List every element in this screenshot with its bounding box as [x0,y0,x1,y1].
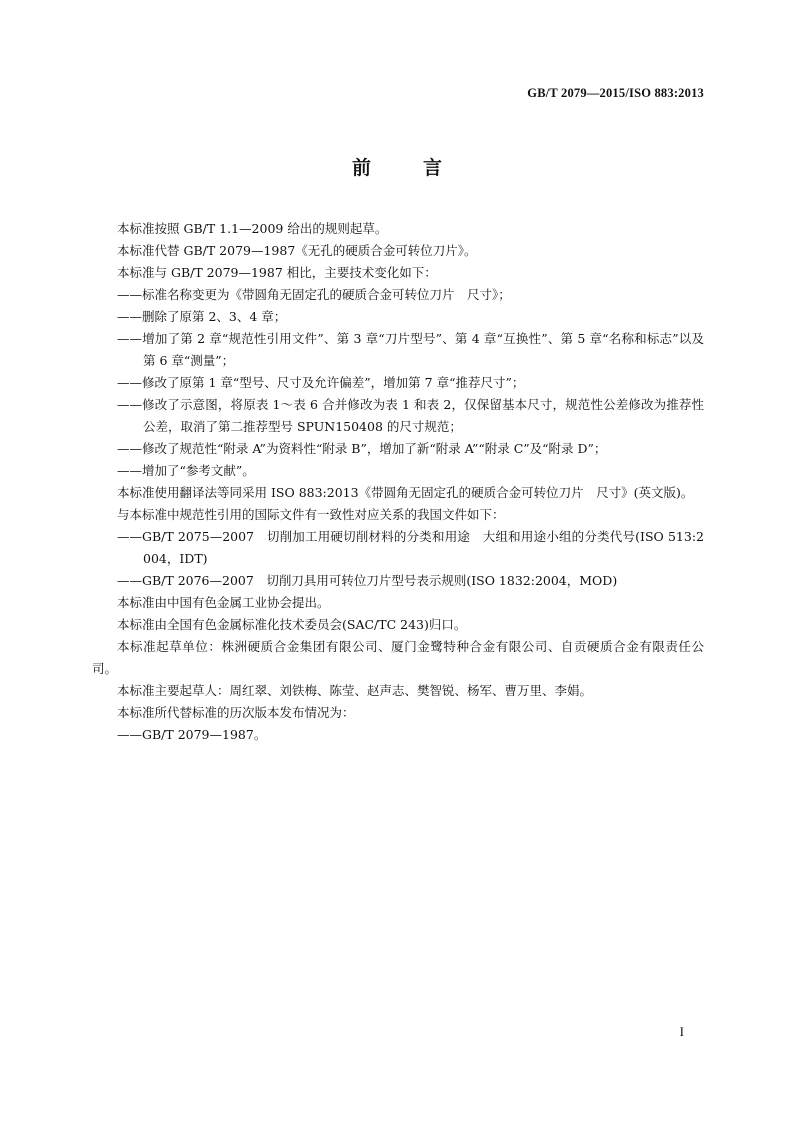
paragraph: 本标准主要起草人：周红翠、刘铁梅、陈莹、赵声志、樊智锐、杨军、曹万里、李娟。 [117,683,593,698]
foreword-body [92,218,704,746]
list-item: ——增加了“参考文献”。 [117,463,255,478]
paragraph: 与本标准中规范性引用的国际文件有一致性对应关系的我国文件如下： [117,507,505,522]
list-item: ——修改了示意图，将原表 1～表 6 合并修改为表 1 和表 2，仅保留基本尺寸，规范性公差修改为推荐性公差，取消了第二推荐型号 SPUN150408 的尺寸规范； [117,397,704,434]
standard-code-header: GB/T 2079—2015/ISO 883:2013 [527,86,704,100]
list-item: ——修改了原第 1 章“型号、尺寸及允许偏差”，增加第 7 章“推荐尺寸”； [117,375,525,390]
paragraph: 本标准按照 GB/T 1.1—2009 给出的规则起草。 [117,221,388,236]
title-char-1: 前 [351,157,371,179]
paragraph: 本标准与 GB/T 2079—1987 相比，主要技术变化如下： [117,265,437,280]
paragraph: 本标准由中国有色金属工业协会提出。 [117,595,330,610]
list-item: ——增加了第 2 章“规范性引用文件”、第 3 章“刀片型号”、第 4 章“互换性”、第 5 章“名称和标志”以及第 6 章“测量”； [117,331,704,368]
list-item: ——GB/T 2079—1987。 [117,727,267,742]
list-item: ——删除了原第 2、3、4 章； [117,309,287,324]
title-char-2: 言 [423,157,443,179]
list-item: ——修改了规范性“附录 A”为资料性“附录 B”，增加了新“附录 A”“附录 C”及“附录 D”； [117,441,607,456]
paragraph: 本标准代替 GB/T 2079—1987《无孔的硬质合金可转位刀片》。 [117,243,477,258]
paragraph: 本标准起草单位：株洲硬质合金集团有限公司、厦门金鹭特种合金有限公司、自贡硬质合金有限责任公司。 [92,639,704,676]
page-number: I [679,1024,684,1039]
paragraph: 本标准使用翻译法等同采用 ISO 883:2013《带圆角无固定孔的硬质合金可转位刀片 尺寸》(英文版)。 [117,485,694,500]
paragraph: 本标准由全国有色金属标准化技术委员会(SAC/TC 243)归口。 [117,617,467,632]
list-item: ——标准名称变更为《带圆角无固定孔的硬质合金可转位刀片 尺寸》； [117,287,511,302]
list-item: ——GB/T 2076—2007 切削刀具用可转位刀片型号表示规则(ISO 1832:2004，MOD) [117,573,618,588]
paragraph: 本标准所代替标准的历次版本发布情况为： [117,705,355,720]
page-title [0,153,794,180]
list-item: ——GB/T 2075—2007 切削加工用硬切削材料的分类和用途 大组和用途小组的分类代号(ISO 513:2004，IDT) [117,529,704,566]
